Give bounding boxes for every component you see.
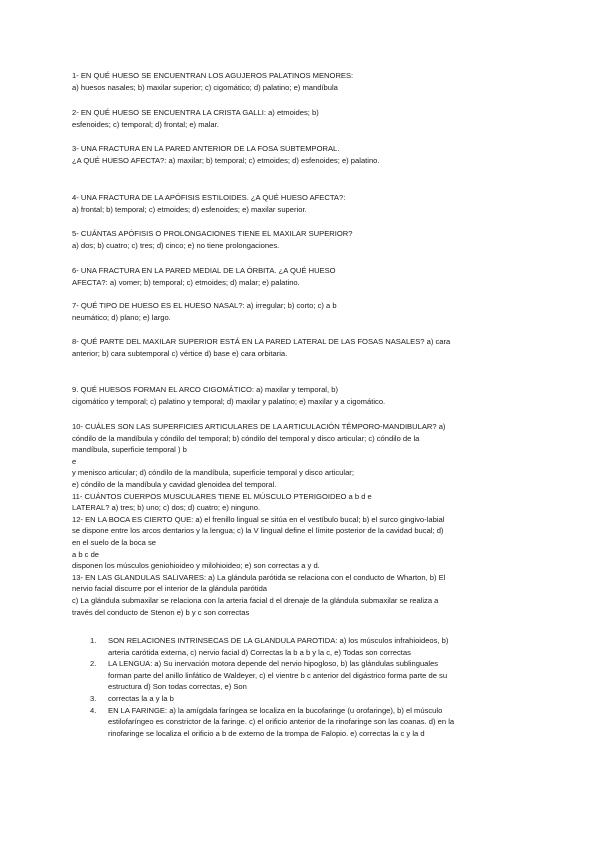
list-line: estructura d) Son todas correctas, e) Son [108, 682, 247, 692]
list-line: rinofaringe se localiza el orificio a b de externo de la trompa de Falopio. e) correctas la c y la d [108, 728, 425, 738]
question-10-13-block [72, 421, 534, 618]
question-line: y menisco articular; d) cóndilo de la mandíbula, superficie temporal y disco articular; [72, 468, 354, 478]
list-line: EN LA FARINGE: a) la amígdala faríngea se localiza en la bucofaringe (u orofaringe), b) el músculo [108, 705, 443, 715]
question-line: 9. QUÉ HUESOS FORMAN EL ARCO CIGOMÁTICO: a) maxilar y temporal, b) [72, 385, 338, 394]
question-line: 7- QUÉ TIPO DE HUESO ES EL HUESO NASAL?: a) irregular; b) corto; c) a b [72, 301, 337, 310]
question-2 [72, 107, 534, 130]
question-line: esfenoides; c) temporal; d) frontal; e) malar. [72, 119, 219, 129]
question-line: ¿A QUÉ HUESO AFECTA?: a) maxilar; b) temporal; c) etmoides; d) esfenoides; e) palatino. [72, 155, 380, 165]
question-line: a) frontal; b) temporal; c) etmoides; d) esfenoides; e) maxilar superior. [72, 204, 307, 214]
question-line: 10- CUÁLES SON LAS SUPERFICIES ARTICULARES DE LA ARTICULACIÓN TÉMPORO-MANDIBULAR? a) [72, 422, 446, 431]
question-line: AFECTA?: a) vomer; b) temporal; c) etmoides; d) malar; e) palatino. [72, 277, 300, 287]
question-line: 2- EN QUÉ HUESO SE ENCUENTRA LA CRISTA GALLI: a) etmoides; b) [72, 108, 319, 117]
question-line: 8- QUÉ PARTE DEL MAXILAR SUPERIOR ESTÁ EN LA PARED LATERAL DE LAS FOSAS NASALES? a) cara [72, 337, 451, 346]
question-line: a) dos; b) cuatro; c) tres; d) cinco; e) no tiene prolongaciones. [72, 240, 280, 250]
question-line: a b c de [72, 549, 100, 559]
question-line: a) huesos nasales; b) maxilar superior; c) cigomático; d) palatino; e) mandíbula [72, 82, 338, 92]
list-number: 3. [90, 693, 97, 703]
question-line: 5- CUÁNTAS APÓFISIS O PROLONGACIONES TIENE EL MAXILAR SUPERIOR? [72, 229, 353, 238]
question-7 [72, 300, 534, 323]
question-line: se dispone entre los arcos dentarios y la lengua; c) la V lingual define el límite posterior de la cavidad bucal; d) [72, 526, 444, 536]
list-line: forman parte del anillo linfático de Waldeyer, c) el vientre b c anterior del digástrico forma parte de su [108, 670, 448, 680]
numbered-list-item [72, 705, 522, 740]
question-line: neumático; d) plano; e) largo. [72, 312, 171, 322]
question-line: 1- EN QUÉ HUESO SE ENCUENTRAN LOS AGUJEROS PALATINOS MENORES: [72, 71, 354, 80]
question-line: cigomático y temporal; c) palatino y temporal; d) maxilar y palatino; e) maxilar y a cigomático. [72, 396, 386, 406]
numbered-list [72, 635, 522, 739]
question-line: 3- UNA FRACTURA EN LA PARED ANTERIOR DE LA FOSA SUBTEMPORAL. [72, 144, 340, 153]
question-line: en el suelo de la boca se [72, 537, 157, 547]
question-1 [72, 70, 534, 93]
question-line: anterior; b) cara subtemporal c) vértice d) base e) cara orbitaria. [72, 348, 288, 358]
question-6 [72, 265, 534, 288]
question-line: c) La glándula submaxilar se relaciona con la arteria facial d el drenaje de la glándula submaxilar se realiza a [72, 595, 439, 605]
question-line: disponen los músculos geniohioideo y milohioideo; e) son correctas a y d. [72, 561, 320, 571]
question-line: 4- UNA FRACTURA DE LA APÓFISIS ESTILOIDES. ¿A QUÉ HUESO AFECTA?: [72, 193, 346, 202]
question-line: cóndilo de la mandíbula y cóndilo del temporal; b) cóndilo del temporal y disco articular; c) cóndilo de la [72, 433, 420, 443]
list-number: 2. [90, 659, 97, 669]
list-line: SON RELACIONES INTRINSECAS DE LA GLANDULA PAROTIDA: a) los músculos infrahioideos, b) [108, 636, 449, 645]
numbered-list-item [72, 693, 522, 705]
question-line: e [72, 456, 77, 466]
question-line: nervio facial discurre por el interior de la glándula parótida [72, 584, 268, 594]
question-line: mandíbula, superficie temporal ) b [72, 445, 187, 455]
question-3 [72, 143, 534, 166]
numbered-list-item [72, 635, 522, 658]
question-8 [72, 336, 534, 359]
list-line: estilofaríngeo es constrictor de la faringe. c) el orificio anterior de la rinofaringe son las coanas. d) en la [108, 717, 455, 727]
question-line: 13- EN LAS GLANDULAS SALIVARES: a) La glándula parótida se relaciona con el conducto de Wharton, b) El [72, 572, 446, 582]
numbered-list-item [72, 658, 522, 693]
question-line: 6- UNA FRACTURA EN LA PARED MEDIAL DE LA ÓRBITA. ¿A QUÉ HUESO [72, 266, 336, 275]
list-number: 1. [90, 636, 97, 645]
question-line: través del conducto de Stenon e) b y c son correctas [72, 607, 250, 617]
question-4 [72, 192, 534, 215]
question-9 [72, 384, 534, 407]
question-line: 11- CUÁNTOS CUERPOS MUSCULARES TIENE EL MÚSCULO PTERIGOIDEO a b d e [72, 491, 372, 501]
question-line: e) cóndilo de la mandíbula y cavidad glenoidea del temporal. [72, 479, 277, 489]
list-line: LA LENGUA: a) Su inervación motora depende del nervio hipogloso, b) las glándulas sublinguales [108, 659, 439, 669]
list-number: 4. [90, 705, 97, 715]
list-line: arteria carótida externa, c) nervio facial d) Correctas la b a b y la c, e) Todas son correctas [108, 647, 411, 657]
question-line: 12- EN LA BOCA ES CIERTO QUE: a) el frenillo lingual se sitúa en el vestíbulo bucal; b) el surco gingivo-labial [72, 514, 445, 524]
question-line: LATERAL? a) tres; b) uno; c) dos; d) cuatro; e) ninguno. [72, 503, 261, 513]
list-line: correctas la a y la b [108, 693, 174, 703]
question-5 [72, 228, 534, 251]
